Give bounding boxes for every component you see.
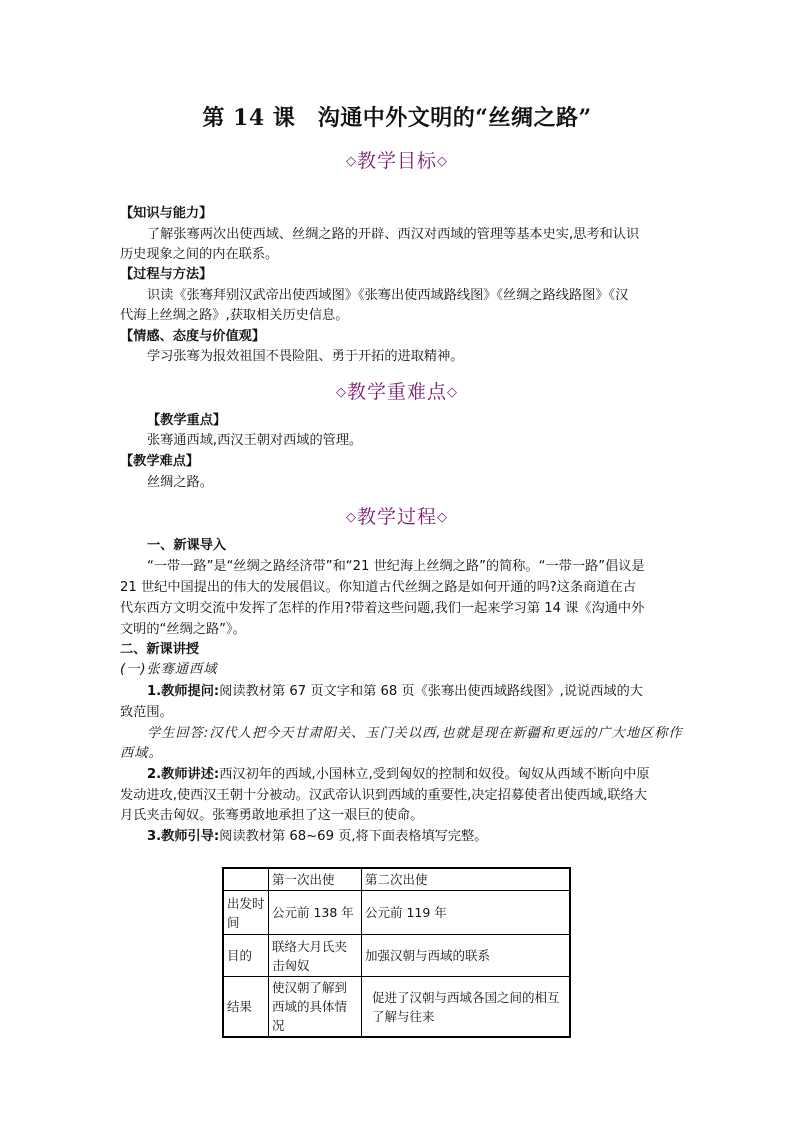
- table-cell: 目的: [223, 935, 269, 977]
- section-title-process: 教学过程: [356, 506, 437, 528]
- goals-method-text-line: 代海上丝绸之路》,获取相关历史信息。: [120, 308, 349, 323]
- table-header-cell: [223, 868, 269, 891]
- intro-text-line: “一带一路”是“丝绸之路经济带”和“21 世纪海上丝绸之路”的简称。“一带一路”倡议是: [147, 559, 645, 574]
- teacher-guidance-text: 阅读教材第 68~69 页,将下面表格填写完整。: [219, 829, 488, 844]
- table-cell: 出发时间: [223, 891, 269, 935]
- table-cell: 公元前 138 年: [269, 891, 362, 935]
- keypoints-focus-heading: 【教学重点】: [147, 413, 227, 428]
- table-cell: 结果: [223, 977, 269, 1038]
- student-answer-label: 学生回答:: [147, 726, 210, 741]
- goals-emotion-text-line: 学习张骞为报效祖国不畏险阻、勇于开拓的进取精神。: [147, 349, 464, 364]
- teacher-narration-text-line: 月氏夹击匈奴。张骞勇敢地承担了这一艰巨的使命。: [120, 808, 424, 823]
- diamond-icon: ◇: [345, 154, 357, 169]
- intro-text-line: 文明的“丝绸之路”》。: [120, 622, 246, 637]
- teacher-guidance-line: [147, 827, 487, 848]
- table-cell: 使汉朝了解到西域的具体情况: [269, 977, 362, 1038]
- intro-text-line: 代东西方文明交流中发挥了怎样的作用?带着这些问题,我们一起来学习第 14 课《沟通中外: [120, 601, 645, 616]
- table-row: [223, 935, 570, 977]
- diamond-icon: ◇: [437, 510, 448, 525]
- goals-method-text-line: 识读《张骞拜别汉武帝出使西域图》《张骞出使西域路线图》《丝绸之路线路图》《汉: [147, 288, 629, 303]
- student-answer-text: 汉代人把今天甘肃阳关、玉门关以西,也就是现在新疆和更远的广大地区称作: [209, 726, 683, 741]
- teacher-guidance-label: 3.教师引导:: [147, 829, 220, 844]
- table-header-row: [223, 868, 570, 891]
- student-answer-text-line: 西域。: [120, 746, 163, 761]
- section-title-goals: 教学目标: [356, 150, 437, 172]
- table-cell: 加强汉朝与西域的联系: [362, 935, 571, 977]
- keypoints-difficulty-text: 丝绸之路。: [147, 475, 213, 490]
- teacher-narration-line: [147, 765, 650, 786]
- goals-knowledge-heading: 【知识与能力】: [120, 206, 213, 221]
- section-heading-goals: [0, 146, 794, 173]
- table-header-cell: 第二次出使: [362, 868, 571, 891]
- goals-emotion-heading: 【情感、态度与价值观】: [120, 329, 266, 344]
- keypoints-difficulty-heading: 【教学难点】: [120, 454, 200, 469]
- intro-text-line: 21 世纪中国提出的伟大的发展倡议。你知道古代丝绸之路是如何开通的吗?这条商道在古: [120, 580, 636, 595]
- diamond-icon: ◇: [437, 154, 448, 169]
- table-row: [223, 977, 570, 1038]
- goals-knowledge-text-line: 历史现象之间的内在联系。: [120, 247, 279, 262]
- table-cell: 联络大月氏夹击匈奴: [269, 935, 362, 977]
- table-cell: 公元前 119 年: [362, 891, 571, 935]
- table-row: [223, 891, 570, 935]
- teacher-narration-text-line: 发动进攻,使西汉王朝十分被动。汉武帝认识到西域的重要性,决定招募使者出使西域,联络大: [120, 788, 647, 803]
- diamond-icon: ◇: [447, 385, 458, 400]
- section-heading-process: [0, 502, 794, 529]
- teacher-question-text-line: 致范围。: [120, 705, 173, 720]
- teacher-question-text: 阅读教材第 67 页文字和第 68 页《张骞出使西域路线图》,说说西域的大: [219, 684, 643, 699]
- subsection-heading: (一)张骞通西域: [120, 662, 218, 677]
- goals-method-heading: 【过程与方法】: [120, 267, 213, 282]
- section-title-keypoints: 教学重难点: [346, 381, 447, 403]
- process-part1-heading: 一、新课导入: [147, 538, 227, 553]
- teacher-narration-text: 西汉初年的西域,小国林立,受到匈奴的控制和奴役。匈奴从西域不断向中原: [219, 767, 650, 782]
- teacher-narration-label: 2.教师讲述:: [147, 767, 220, 782]
- table-cell: 促进了汉朝与西域各国之间的相互了解与往来: [362, 977, 571, 1038]
- goals-knowledge-text-line: 了解张骞两次出使西域、丝绸之路的开辟、西汉对西域的管理等基本史实,思考和认识: [147, 227, 640, 242]
- student-answer-line: [147, 724, 683, 745]
- diamond-icon: ◇: [345, 510, 357, 525]
- lesson-title: 第 14 课 沟通中外文明的“丝绸之路”: [202, 105, 592, 131]
- missions-table: [222, 867, 571, 1038]
- teacher-question-label: 1.教师提问:: [147, 684, 220, 699]
- table-header-cell: 第一次出使: [269, 868, 362, 891]
- diamond-icon: ◇: [335, 385, 347, 400]
- teacher-question-line: [147, 682, 643, 703]
- section-heading-keypoints: [0, 377, 794, 404]
- process-part2-heading: 二、新课讲授: [120, 642, 200, 657]
- keypoints-focus-text: 张骞通西域,西汉王朝对西域的管理。: [147, 433, 363, 448]
